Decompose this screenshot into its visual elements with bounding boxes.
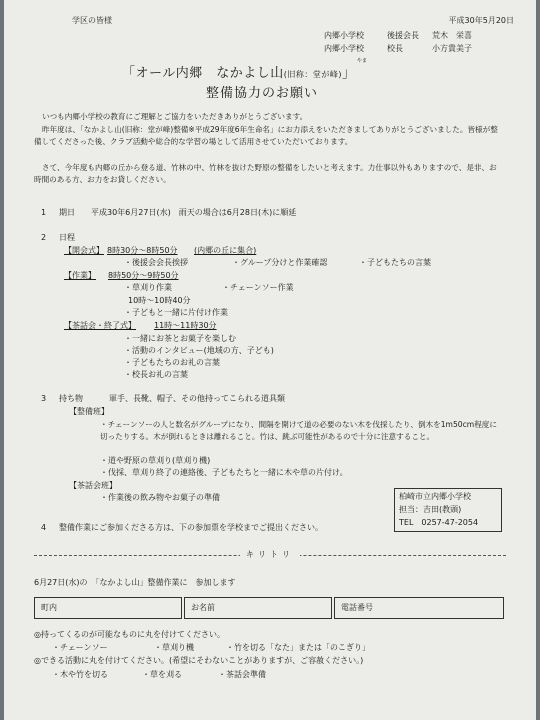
intro-paragraph-2: 昨年度は、「なかよし山(旧称：堂が峰)整備※平成29年度6年生命名」にお力添えをいただきましてありがとうございました。皆様が整備してくださった後、クラブ活動や総合的な学習の場として活用させていただいております。 — [34, 125, 498, 146]
tea-item-4: ・校長お礼の言葉 — [124, 370, 188, 379]
section2-number: 2 — [41, 233, 47, 242]
group1-label: 【整備班】 — [69, 407, 109, 416]
group2-detail-1: ・作業後の飲み物やお菓子の準備 — [100, 493, 220, 502]
title-close: 」 — [342, 66, 356, 81]
town-field[interactable] — [34, 597, 182, 619]
section3-label: 持ち物 — [59, 394, 83, 403]
sender2-org: 内郷小学校 — [324, 44, 364, 53]
tea-time: 11時～11時30分 — [154, 321, 217, 330]
section1-text: 平成30年6月27日(水) 雨天の場合は6月28日(木)に順延 — [91, 208, 297, 217]
group1-detail-1: ・チェーンソーの人と数名がグループになり、間隔を開けて道の必要のない木を伐採したり、倒木を1m50cm程度に切ったりする。木が倒れるときは離れること。竹は、跳ぶ可能性があるので十分に注意すること。 — [100, 420, 497, 441]
opening-item-2: ・グループ分けと作業確認 — [232, 258, 328, 267]
notice-sheet — [4, 0, 536, 720]
contact-box — [394, 488, 502, 532]
opening-label: 【開会式】 — [64, 246, 104, 255]
contact-tel: TEL 0257-47-2054 — [399, 518, 479, 527]
section1-number: 1 — [41, 208, 47, 217]
q1-option-mower[interactable]: ・草刈り機 — [154, 643, 194, 652]
intro-paragraph-1: いつも内郷小学校の教育にご理解とご協力をいただきありがとうございます。 — [42, 112, 308, 121]
form-heading: 6月27日(水)の 「なかよし山」整備作業に 参加します — [34, 578, 236, 587]
q2-option-mow[interactable]: ・草を刈る — [142, 670, 182, 679]
work-label: 【作業】 — [64, 271, 96, 280]
tea-item-2: ・活動のインタビュー(地域の方、子ども) — [124, 346, 274, 355]
opening-item-3: ・子どもたちの言葉 — [359, 258, 431, 267]
sender2-role: 校長 — [387, 44, 403, 53]
contact-person: 担当：吉田(教頭) — [399, 505, 462, 514]
group1-detail-2: ・道や野原の草刈り(草刈り機) — [100, 456, 211, 465]
name-field[interactable] — [184, 597, 332, 619]
sender1-name: 荒木 栄喜 — [432, 31, 472, 40]
document-subtitle: 整備協力のお願い — [206, 86, 319, 101]
question-1: ◎持ってくるのが可能なものに丸を付けてください。 — [34, 630, 225, 639]
sender2-name: 小方貴美子 — [432, 44, 472, 53]
tea-item-1: ・一緒にお茶とお菓子を楽しむ — [124, 334, 236, 343]
tea-item-3: ・子どもたちのお礼の言葉 — [124, 358, 220, 367]
work-time: 8時50分～9時50分 — [108, 271, 179, 280]
section1-label: 期日 — [59, 208, 75, 217]
title-ruby: やま — [357, 58, 368, 64]
intro-paragraph-3: さて、今年度も内郷の丘から登る道、竹林の中、竹林を抜けた野原の整備をしたいと考えます。力仕事以外もありますので、是非、お時間のある方、お力をお貸しください。 — [34, 163, 497, 184]
section2-label: 日程 — [59, 233, 75, 242]
q1-option-chainsaw[interactable]: ・チェーンソー — [52, 643, 108, 652]
q2-option-tea-prep[interactable]: ・茶話会準備 — [218, 670, 266, 679]
town-field-label: 町内 — [41, 603, 57, 612]
phone-field[interactable] — [334, 597, 504, 619]
q1-option-saw[interactable]: ・竹を切る「なた」または「のこぎり」 — [226, 643, 370, 652]
name-field-label: お名前 — [191, 603, 215, 612]
work-item-1: ・草刈り作業 — [124, 283, 172, 292]
document-title — [122, 66, 356, 82]
title-alias: (旧称：堂が峰) — [283, 70, 342, 79]
issue-date: 平成30年5月20日 — [448, 16, 514, 25]
opening-note: (内郷の丘に集合) — [194, 246, 257, 255]
group1-detail-3: ・伐採、草刈り終了の連絡後、子どもたちと一緒に木や草の片付け。 — [100, 468, 348, 477]
section3-number: 3 — [41, 394, 47, 403]
group2-label: 【茶話会班】 — [69, 481, 117, 490]
phone-field-label: 電話番号 — [341, 603, 373, 612]
contact-school: 柏崎市立内郷小学校 — [399, 492, 471, 501]
addressee: 学区の皆様 — [72, 16, 112, 25]
opening-item-1: ・後援会会長挨拶 — [124, 258, 188, 267]
section4-number: 4 — [41, 523, 47, 532]
sender1-role: 後援会長 — [387, 31, 419, 40]
section4-text: 整備作業にご参加くださる方は、下の参加票を学校までご提出ください。 — [59, 523, 323, 532]
q2-option-cut-trees[interactable]: ・木や竹を切る — [52, 670, 108, 679]
work-item-2: ・チェーンソー作業 — [222, 283, 294, 292]
sender1-org: 内郷小学校 — [324, 31, 364, 40]
tea-label: 【茶話会・終了式】 — [64, 321, 136, 330]
cut-label: キリトリ — [4, 550, 536, 560]
section3-text: 軍手、長靴、帽子、その他持ってこられる道具類 — [109, 394, 285, 403]
question-2: ◎できる活動に丸を付けてください。(希望にそわないことがありますが、ご容赦ください。) — [34, 656, 364, 665]
title-main: 「オール内郷 なかよし山 — [122, 66, 284, 81]
work-sub-item: ・子どもと一緒に片付け作業 — [124, 308, 228, 317]
work-sub-time: 10時～10時40分 — [128, 296, 191, 305]
opening-time: 8時30分～8時50分 — [107, 246, 178, 255]
